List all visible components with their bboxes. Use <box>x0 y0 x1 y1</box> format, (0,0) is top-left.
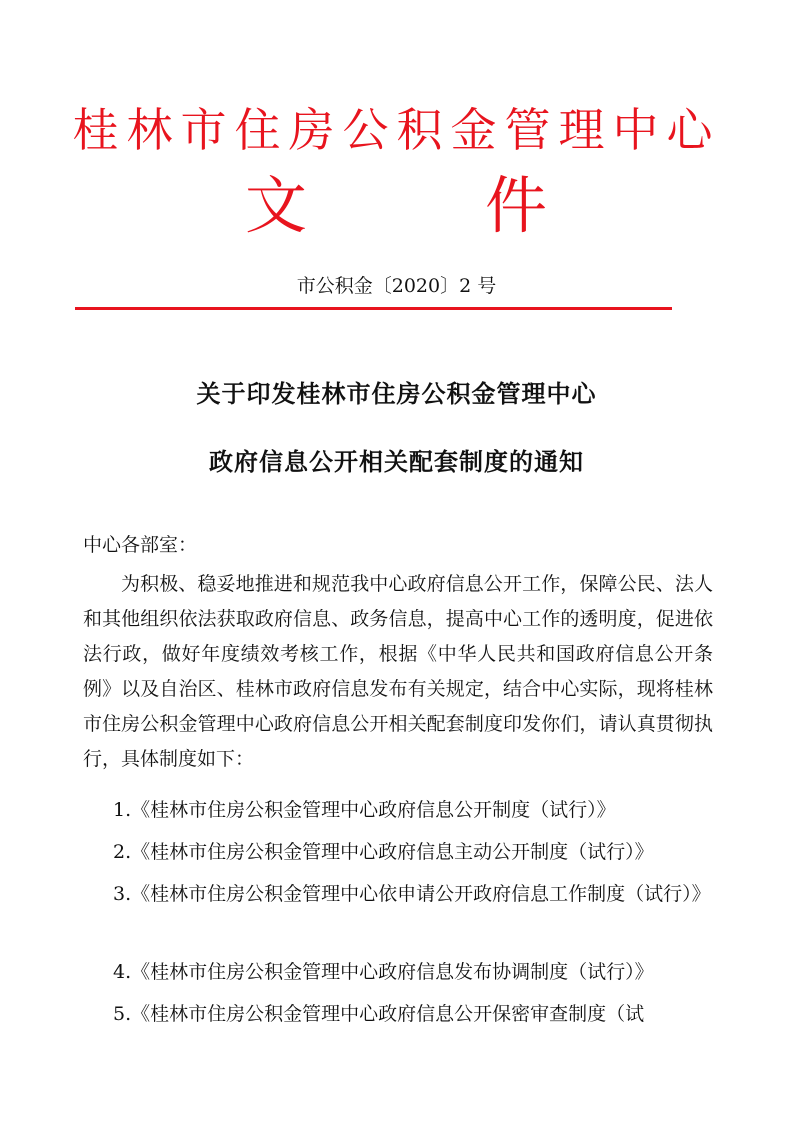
list-item: 1.《桂林市住房公积金管理中心政府信息公开制度（试行）》 <box>113 799 616 821</box>
document-header-char-1: 文 <box>245 169 308 242</box>
list-item: 4.《桂林市住房公积金管理中心政府信息发布协调制度（试行）》 <box>113 961 654 983</box>
issuing-organization: 桂林市住房公积金管理中心 <box>72 103 721 157</box>
body-paragraph: 为积极、稳妥地推进和规范我中心政府信息公开工作，保障公民、法人和其他组织依法获取政府信息、政务信息，提高中心工作的透明度，促进依法行政，做好年度绩效考核工作，根据《中华人民共和国政府信息公开条例》以及自治区、桂林市政府信息发布有关规定，结合中心实际，现将桂林市住房公积金管理中心政府信息公开相关配套制度印发你们，请认真贯彻执行，具体制度如下： <box>83 573 713 770</box>
list-item: 5.《桂林市住房公积金管理中心政府信息公开保密审查制度（试 <box>113 1003 645 1025</box>
document-number: 市公积金〔2020〕2 号 <box>296 275 497 297</box>
document-title-line-1: 关于印发桂林市住房公积金管理中心 <box>196 380 597 408</box>
red-divider-line <box>75 307 672 310</box>
document-title-line-2: 政府信息公开相关配套制度的通知 <box>209 448 584 476</box>
salutation: 中心各部室： <box>83 534 198 556</box>
list-item: 3.《桂林市住房公积金管理中心依申请公开政府信息工作制度（试行）》 <box>113 883 711 905</box>
document-header-char-2: 件 <box>485 169 548 242</box>
list-item: 2.《桂林市住房公积金管理中心政府信息主动公开制度（试行）》 <box>113 841 654 863</box>
